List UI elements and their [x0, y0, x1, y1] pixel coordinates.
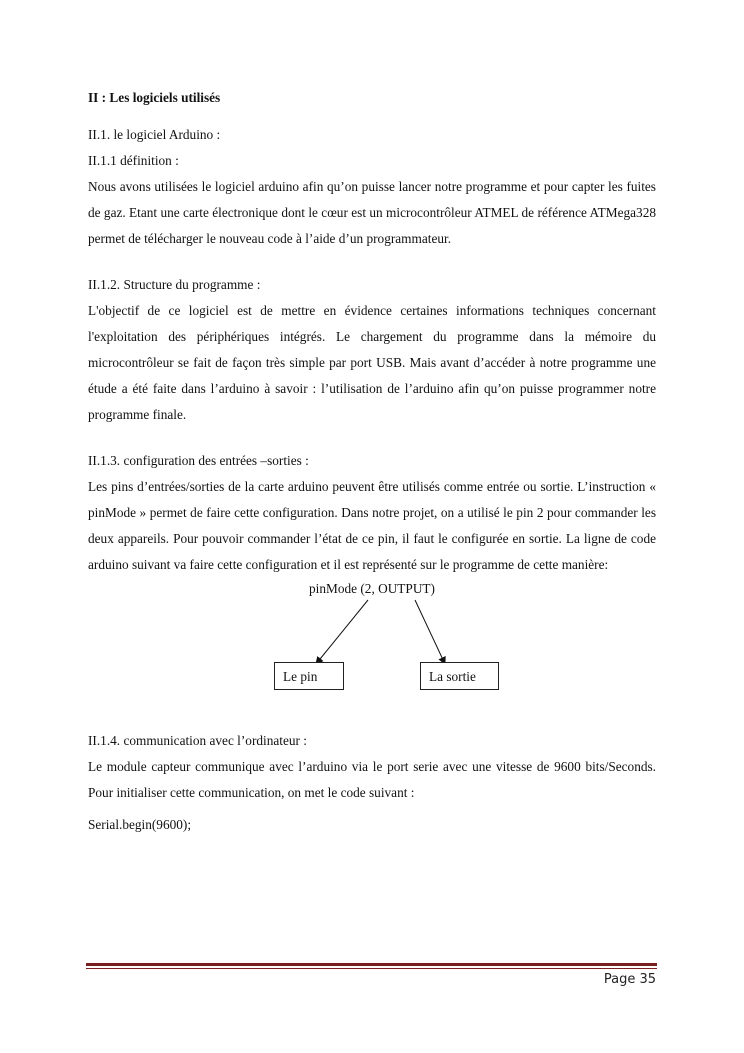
page-content [88, 88, 656, 838]
io-config-paragraph: Les pins d’entrées/sorties de la carte arduino peuvent être utilisés comme entrée ou sortie. L’instruction « pinMode » permet de faire cette configuration. Dans notre projet, on a utilisé le pin 2 pour commander les deux appareils. Pour pouvoir commander l’état de ce pin, il faut le configurée en sortie. La ligne de code arduino suivant va faire cette configuration et il est représenté sur le programme de cette manière: [88, 479, 656, 572]
arrow-to-pin [316, 600, 368, 664]
subsection-title-arduino: II.1. le logiciel Arduino : [88, 127, 221, 142]
subsection-title-definition: II.1.1 définition : [88, 153, 179, 168]
output-label: La sortie [429, 669, 476, 684]
arrow-to-output [415, 600, 445, 664]
diagram-code-label: pinMode (2, OUTPUT) [309, 581, 435, 596]
pin-label: Le pin [283, 669, 318, 684]
pin-label-box [274, 662, 344, 690]
subsection-title-structure: II.1.2. Structure du programme : [88, 277, 261, 292]
serial-begin-code: Serial.begin(9600); [88, 817, 192, 832]
footer-rule [86, 963, 657, 969]
page-number: Page 35 [603, 972, 656, 987]
structure-paragraph: L'objectif de ce logiciel est de mettre en évidence certaines informations techniques concernant l'exploitation des périphériques intégrés. Le chargement du programme dans la mémoire du microcontrôleur se fait de façon très simple par port USB. Mais avant d’accéder à notre programme une étude a été faite dans l’arduino à savoir : l’utilisation de l’arduino afin qu’on puisse programmer notre programme finale. [88, 303, 656, 422]
communication-paragraph: Le module capteur communique avec l’arduino via le port serie avec une vitesse de 9600 bits/Seconds. Pour initialiser cette communication, on met le code suivant : [88, 759, 656, 800]
subsection-title-communication: II.1.4. communication avec l’ordinateur : [88, 733, 307, 748]
output-label-box [420, 662, 499, 690]
section-heading: II : Les logiciels utilisés [88, 90, 221, 105]
diagram-arrows [88, 578, 656, 718]
pinmode-diagram [88, 578, 656, 718]
definition-paragraph: Nous avons utilisées le logiciel arduino afin qu’on puisse lancer notre programme et pour capter les fuites de gaz. Etant une carte électronique dont le cœur est un microcontrôleur ATMEL de référence ATMega328 permet de télécharger le nouveau code à l’aide d’un programmateur. [88, 179, 656, 246]
subsection-title-io-config: II.1.3. configuration des entrées –sorties : [88, 453, 309, 468]
